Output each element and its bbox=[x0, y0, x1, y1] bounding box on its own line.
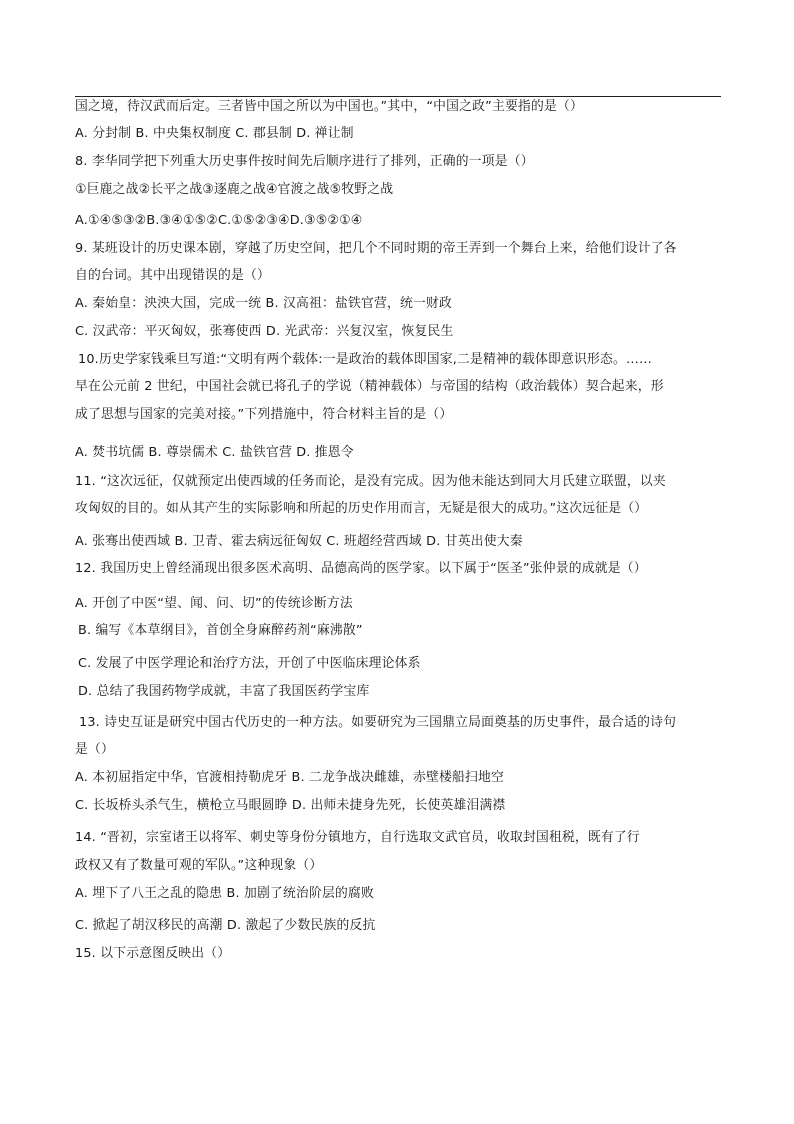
q11-options: A. 张骞出使西域 B. 卫青、霍去病远征匈奴 C. 班超经营西域 D. 甘英出使大秦 bbox=[75, 534, 523, 549]
q12-option-b: B. 编写《本草纲目》，首创全身麻醉药剂“麻沸散” bbox=[78, 623, 363, 638]
q10-stem-line1: 10.历史学家钱乘旦写道:“文明有两个载体:一是政治的载体即国家,二是精神的载体即意识形态。…… bbox=[78, 352, 652, 367]
q10-options: A. 焚书坑儒 B. 尊崇儒术 C. 盐铁官营 D. 推恩令 bbox=[75, 445, 354, 460]
q15-stem: 15. 以下示意图反映出（） bbox=[75, 946, 231, 961]
q8-options: A.①④⑤③②B.③④①⑤②C.①⑤②③④D.③⑤②①④ bbox=[75, 213, 363, 228]
q14-options-cd: C. 掀起了胡汉移民的高潮 D. 激起了少数民族的反抗 bbox=[75, 918, 376, 933]
q11-stem-line2: 攻匈奴的目的。如从其产生的实际影响和所起的历史作用而言，无疑是很大的成功。”这次远征是（） bbox=[75, 501, 648, 516]
q8-stem: 8. 李华同学把下列重大历史事件按时间先后顺序进行了排列，正确的一项是（） bbox=[75, 154, 534, 169]
q12-option-a: A. 开创了中医“望、闻、问、切”的传统诊断方法 bbox=[75, 596, 353, 611]
q9-options-ab: A. 秦始皇：泱泱大国，完成一统 B. 汉高祖：盐铁官营，统一财政 bbox=[75, 296, 452, 311]
q9-stem-line1: 9. 某班设计的历史课本剧，穿越了历史空间，把几个不同时期的帝王弄到一个舞台上来，给他们设计了各 bbox=[75, 241, 677, 256]
q12-option-c: C. 发展了中医学理论和治疗方法，开创了中医临床理论体系 bbox=[78, 656, 421, 671]
q12-option-d: D. 总结了我国药物学成就，丰富了我国医药学宝库 bbox=[78, 684, 370, 699]
q13-stem-line2: 是（） bbox=[75, 742, 114, 757]
q13-options-cd: C. 长坂桥头杀气生，横枪立马眼圆睁 D. 出师未捷身先死，长使英雄泪满襟 bbox=[75, 798, 506, 813]
q7-stem-continuation: 国之境，待汉武而后定。三者皆中国之所以为中国也。”其中，“中国之政”主要指的是（） bbox=[75, 99, 583, 114]
q14-stem-line2: 政权又有了数量可观的军队。”这种现象（） bbox=[75, 858, 323, 873]
q9-options-cd: C. 汉武帝：平灭匈奴，张骞使西 D. 光武帝：兴复汉室，恢复民生 bbox=[75, 324, 454, 339]
q7-options: A. 分封制 B. 中央集权制度 C. 郡县制 D. 禅让制 bbox=[75, 126, 354, 141]
q11-stem-line1: 11. “这次远征，仅就预定出使西域的任务而论，是没有完成。因为他未能达到同大月氏建立联盟，以夹 bbox=[75, 474, 666, 489]
q12-stem: 12. 我国历史上曾经涌现出很多医术高明、品德高尚的医学家。以下属于“医圣”张仲景的成就是（） bbox=[75, 561, 647, 576]
q14-stem-line1: 14. “晋初，宗室诸王以将军、刺史等身份分镇地方，自行选取文武官员，收取封国租税，既有了行 bbox=[75, 830, 640, 845]
q13-stem-line1: 13. 诗史互证是研究中国古代历史的一种方法。如要研究为三国鼎立局面奠基的历史事件，最合适的诗句 bbox=[79, 715, 677, 730]
header-rule bbox=[75, 96, 721, 97]
q9-stem-line2: 自的台词。其中出现错误的是（） bbox=[75, 268, 270, 283]
q8-events: ①巨鹿之战②长平之战③逐鹿之战④官渡之战⑤牧野之战 bbox=[75, 182, 394, 197]
q10-stem-line2: 早在公元前 2 世纪，中国社会就已将孔子的学说（精神载体）与帝国的结构（政治载体）契合起来，形 bbox=[75, 379, 664, 394]
q13-options-ab: A. 本初屈指定中华，官渡相持勒虎牙 B. 二龙争战决雌雄，赤壁楼船扫地空 bbox=[75, 770, 504, 785]
q10-stem-line3: 成了思想与国家的完美对接。”下列措施中，符合材料主旨的是（） bbox=[75, 407, 453, 422]
q14-options-ab: A. 埋下了八王之乱的隐患 B. 加剧了统治阶层的腐败 bbox=[75, 886, 374, 901]
